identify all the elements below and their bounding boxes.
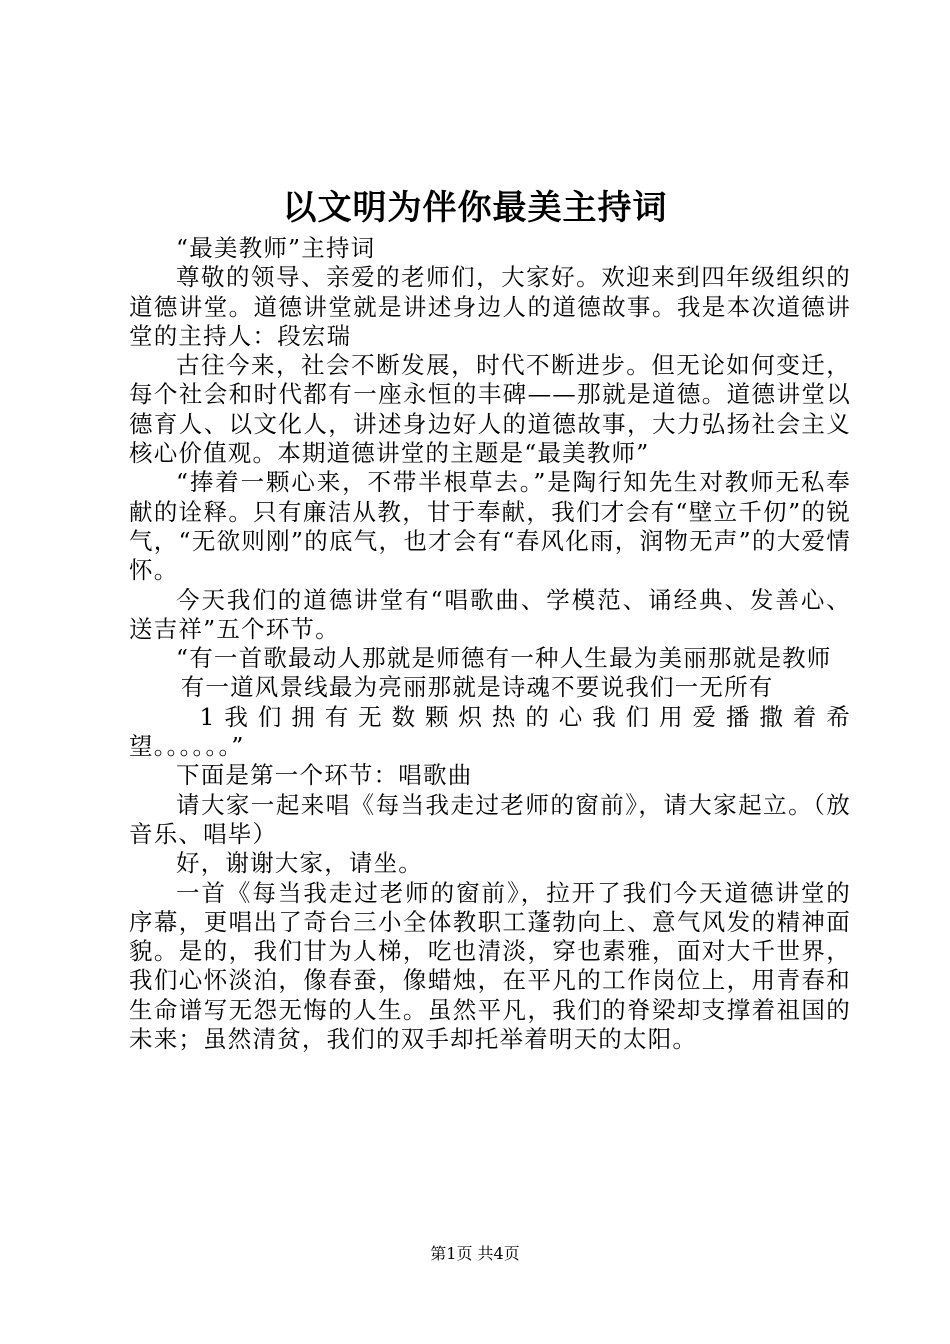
paragraph-sing-instruction: 请大家一起来唱《每当我走过老师的窗前》，请大家起立。（放音乐、唱毕）	[129, 790, 851, 848]
document-title: 以文明为伴你最美主持词	[282, 188, 668, 228]
paragraph-thanks: 好，谢谢大家，请坐。	[176, 849, 423, 878]
paragraph-first-section: 下面是第一个环节：唱歌曲	[176, 761, 473, 790]
paragraph-quote: “捧着一颗心来，不带半根草去。”是陶行知先生对教师无私奉献的诠释。只有廉洁从教，甘于奉献，我们才会有“壁立千仞”的锐气，“无欲则刚”的底气，也才会有“春风化雨，润物无声”的大爱情怀。	[129, 468, 851, 585]
document-body	[129, 234, 851, 1054]
paragraph-intro: 古往今来，社会不断发展，时代不断进步。但无论如何变迁，每个社会和时代都有一座永恒的丰碑——那就是道德。道德讲堂以德育人、以文化人，讲述身边好人的道德故事，大力弘扬社会主义核心价值观。本期道德讲堂的主题是“最美教师”	[129, 351, 851, 468]
paragraph-poem-line-3: 1我们拥有无数颗炽热的心我们用爱播撒着希	[199, 702, 851, 731]
paragraph-sections: 今天我们的道德讲堂有“唱歌曲、学模范、诵经典、发善心、送吉祥”五个环节。	[129, 585, 851, 643]
paragraph-poem-line-1: “有一首歌最动人那就是师德有一种人生最为美丽那就是教师	[176, 644, 832, 673]
paragraph-greeting: 尊敬的领导、亲爱的老师们，大家好。欢迎来到四年级组织的道德讲堂。道德讲堂就是讲述身边人的道德故事。我是本次道德讲堂的主持人：段宏瑞	[129, 263, 851, 350]
page-footer: 第1页 共4页	[430, 1244, 520, 1263]
paragraph-closing: 一首《每当我走过老师的窗前》，拉开了我们今天道德讲堂的序幕，更唱出了奇台三小全体教职工蓬勃向上、意气风发的精神面貌。是的，我们甘为人梯，吃也清淡，穿也素雅，面对大千世界，我们心怀淡泊，像春蚕，像蜡烛，在平凡的工作岗位上，用青春和生命谱写无怨无悔的人生。虽然平凡，我们的脊梁却支撑着祖国的未来；虽然清贫，我们的双手却托举着明天的太阳。	[129, 878, 851, 1054]
paragraph-poem-line-4: 望。。。。。。”	[129, 732, 245, 761]
paragraph-subtitle: “最美教师”主持词	[176, 234, 376, 262]
paragraph-poem-line-2: 有一道风景线最为亮丽那就是诗魂不要说我们一无所有	[180, 673, 774, 702]
